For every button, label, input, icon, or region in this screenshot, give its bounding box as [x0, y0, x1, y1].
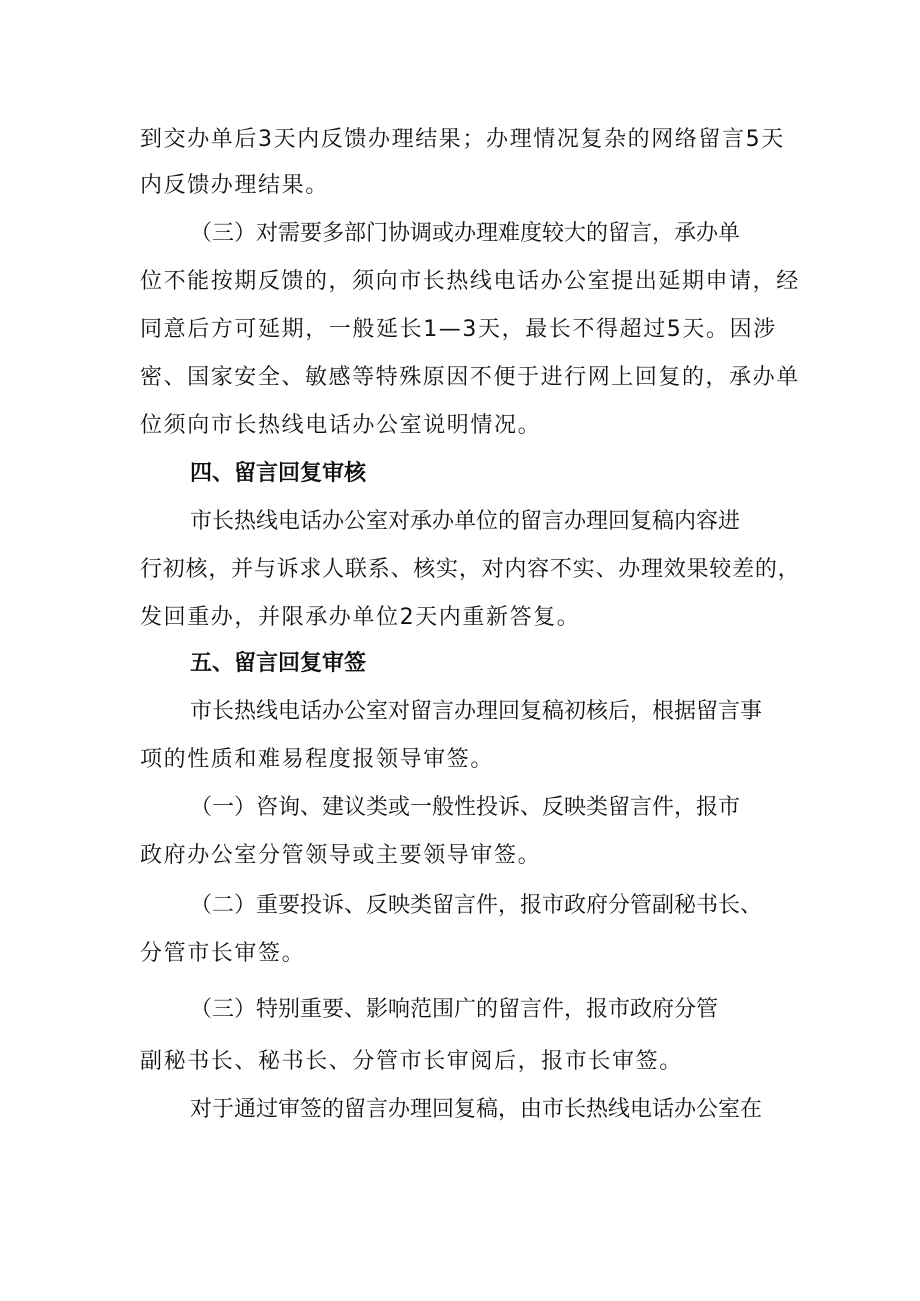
text-line: 同意后方可延期，一般延长1—3天，最长不得超过5天。因涉 — [140, 317, 777, 342]
text-line: 发回重办，并限承办单位2天内重新答复。 — [140, 605, 581, 630]
text-line: 分管市长审签。 — [140, 941, 306, 966]
section-heading-4: 四、留言回复审核 — [190, 461, 367, 486]
text-line: 到交办单后3天内反馈办理结果；办理情况复杂的网络留言5天 — [140, 127, 785, 152]
text-line: （二）重要投诉、反映类留言件，报市政府分管副秘书长、 — [190, 893, 763, 918]
text-line: （三）对需要多部门协调或办理难度较大的留言，承办单 — [190, 221, 741, 246]
text-line: 行初核，并与诉求人联系、核实，对内容不实、办理效果较差的， — [140, 557, 801, 582]
text-line: 政府办公室分管领导或主要领导审签。 — [140, 843, 542, 868]
text-line: 位不能按期反馈的，须向市长热线电话办公室提出延期申请，经 — [140, 269, 800, 294]
text-line: 位须向市长热线电话办公室说明情况。 — [140, 413, 542, 438]
text-line: 内反馈办理结果。 — [140, 173, 329, 198]
text-line: 副秘书长、秘书长、分管市长审阅后，报市长审签。 — [140, 1049, 683, 1074]
text-line: 市长热线电话办公室对留言办理回复稿初核后，根据留言事 — [190, 699, 763, 724]
text-line: 项的性质和难易程度报领导审签。 — [140, 747, 495, 772]
text-line: 对于通过审签的留言办理回复稿，由市长热线电话办公室在 — [190, 1097, 763, 1122]
text-line: 密、国家安全、敏感等特殊原因不便于进行网上回复的，承办单 — [140, 365, 800, 390]
section-heading-5: 五、留言回复审签 — [190, 651, 367, 676]
text-line: （一）咨询、建议类或一般性投诉、反映类留言件，报市 — [190, 795, 741, 820]
text-line: （三）特别重要、影响范围广的留言件，报市政府分管 — [190, 997, 719, 1022]
text-line: 市长热线电话办公室对承办单位的留言办理回复稿内容进 — [190, 509, 741, 534]
